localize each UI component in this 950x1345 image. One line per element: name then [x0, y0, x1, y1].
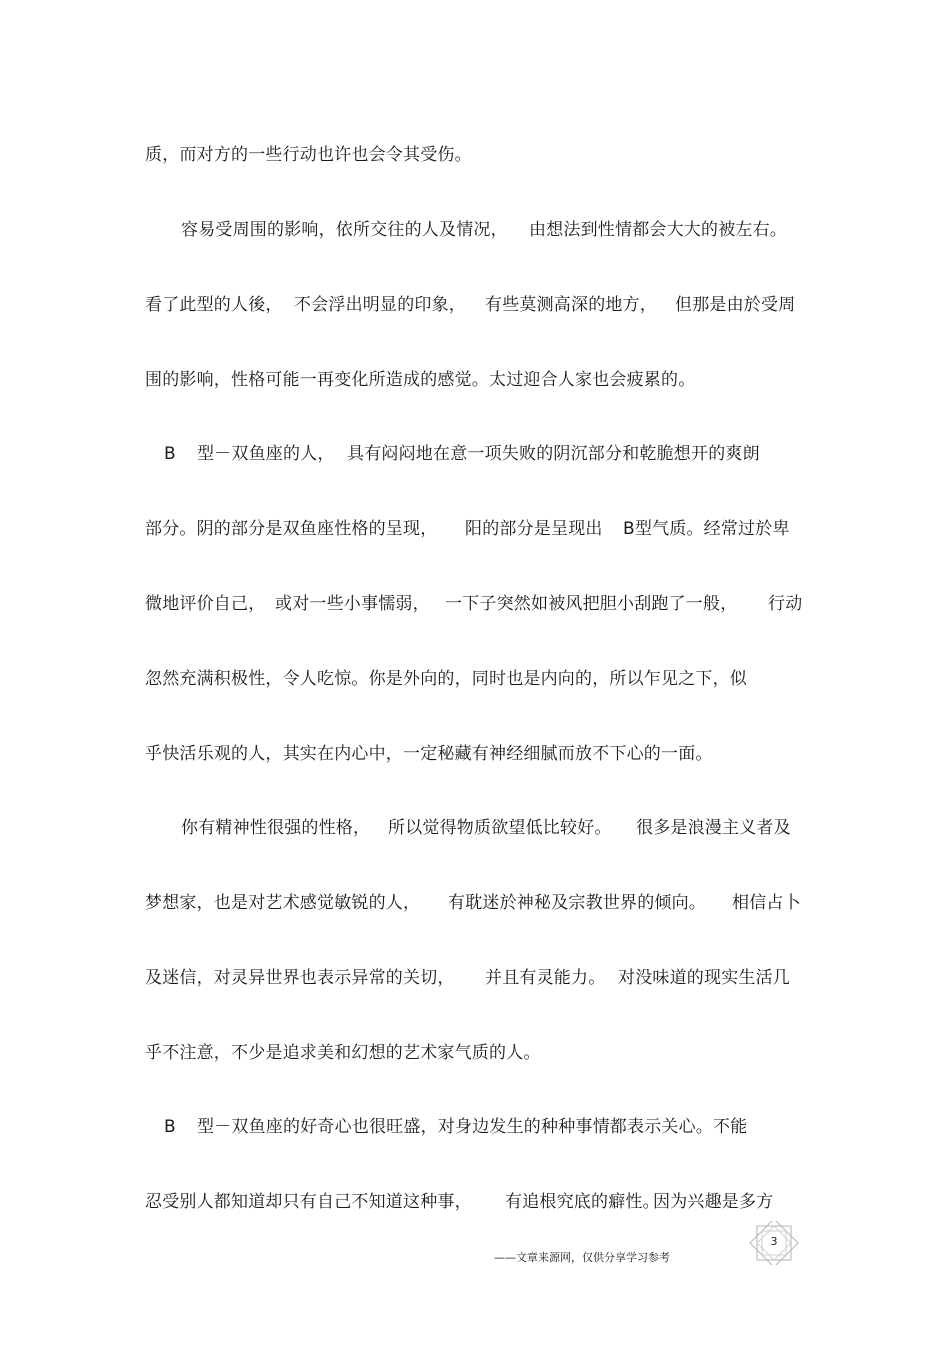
text-line-11 — [0, 888, 950, 918]
text-segment: 型－双鱼座的人， — [197, 444, 335, 464]
text-segment: 围的影响，性格可能一再变化所造成的感觉。太过迎合人家也会疲累的。 — [145, 370, 696, 390]
text-line-8 — [0, 664, 950, 694]
text-segment: 具有闷闷地在意一项失败的阴沉部分和乾脆想开的爽朗 — [347, 444, 760, 464]
text-segment: 因为兴趣是多方 — [653, 1192, 774, 1212]
text-segment: 容易受周围的影响，依所交往的人及情况， — [181, 220, 508, 240]
text-segment: 型－双鱼座的好奇心也很旺盛，对身边发生的种种事情都表示关心。不能 — [197, 1117, 748, 1137]
text-segment: B — [164, 1117, 176, 1137]
text-segment: 但那是由於受周 — [675, 295, 796, 315]
text-line-13 — [0, 1038, 950, 1068]
text-line-2 — [0, 215, 950, 245]
text-segment: 乎不注意，不少是追求美和幻想的艺术家气质的人。 — [145, 1043, 541, 1063]
text-segment: 看了此型的人後， — [145, 295, 283, 315]
text-segment: 由想法到性情都会大大的被左右。 — [529, 220, 787, 240]
text-segment: 行动 — [768, 594, 803, 614]
text-segment: 你有精神性很强的性格， — [181, 818, 371, 838]
text-segment: 质，而对方的一些行动也许也会令其受伤。 — [145, 145, 472, 165]
text-line-3 — [0, 290, 950, 320]
footer-source-note: ——文章来源网，仅供分享学习参考 — [494, 1251, 670, 1264]
text-line-7 — [0, 589, 950, 619]
text-segment: 或对一些小事懦弱， — [275, 594, 430, 614]
text-line-4 — [0, 365, 950, 395]
text-segment: 微地评价自己， — [145, 594, 266, 614]
page-number: 3 — [770, 1235, 778, 1248]
text-line-6 — [0, 514, 950, 544]
text-segment: 梦想家，也是对艺术感觉敏锐的人， — [145, 893, 421, 913]
text-segment: B — [164, 444, 176, 464]
text-line-15 — [0, 1187, 950, 1217]
text-segment: 并且有灵能力。 — [485, 968, 606, 988]
text-segment: 所以觉得物质欲望低比较好。 — [388, 818, 612, 838]
text-segment: 相信占卜 — [732, 893, 801, 913]
text-segment: 及迷信，对灵异世界也表示异常的关切， — [145, 968, 455, 988]
text-segment: 忍受别人都知道却只有自己不知道这种事， — [145, 1192, 472, 1212]
text-segment: 忽然充满积极性，令人吃惊。你是外向的，同时也是内向的，所以乍见之下，似 — [145, 669, 747, 689]
text-segment: 部分。阴的部分是双鱼座性格的呈现， — [145, 519, 438, 539]
text-segment: 不会浮出明显的印象， — [294, 295, 466, 315]
text-segment: 有些莫测高深的地方， — [485, 295, 657, 315]
text-segment: 乎快活乐观的人，其实在内心中，一定秘藏有神经细腻而放不下心的一面。 — [145, 744, 713, 764]
text-segment: 一下子突然如被风把胆小刮跑了一般， — [445, 594, 738, 614]
text-segment: 对没味道的现实生活几 — [618, 968, 790, 988]
text-line-9 — [0, 739, 950, 769]
text-segment: 有追根究底的癖性。 — [505, 1192, 660, 1212]
text-line-12 — [0, 963, 950, 993]
text-line-14 — [0, 1112, 950, 1142]
page-badge — [749, 1221, 799, 1265]
text-line-10 — [0, 813, 950, 843]
text-segment: 有耽迷於神秘及宗教世界的倾向。 — [448, 893, 706, 913]
text-segment: B型气质。经常过於卑 — [623, 519, 790, 539]
text-line-1 — [0, 140, 950, 170]
text-line-5 — [0, 439, 950, 469]
text-segment: 很多是浪漫主义者及 — [636, 818, 791, 838]
text-segment: 阳的部分是呈现出 — [465, 519, 603, 539]
